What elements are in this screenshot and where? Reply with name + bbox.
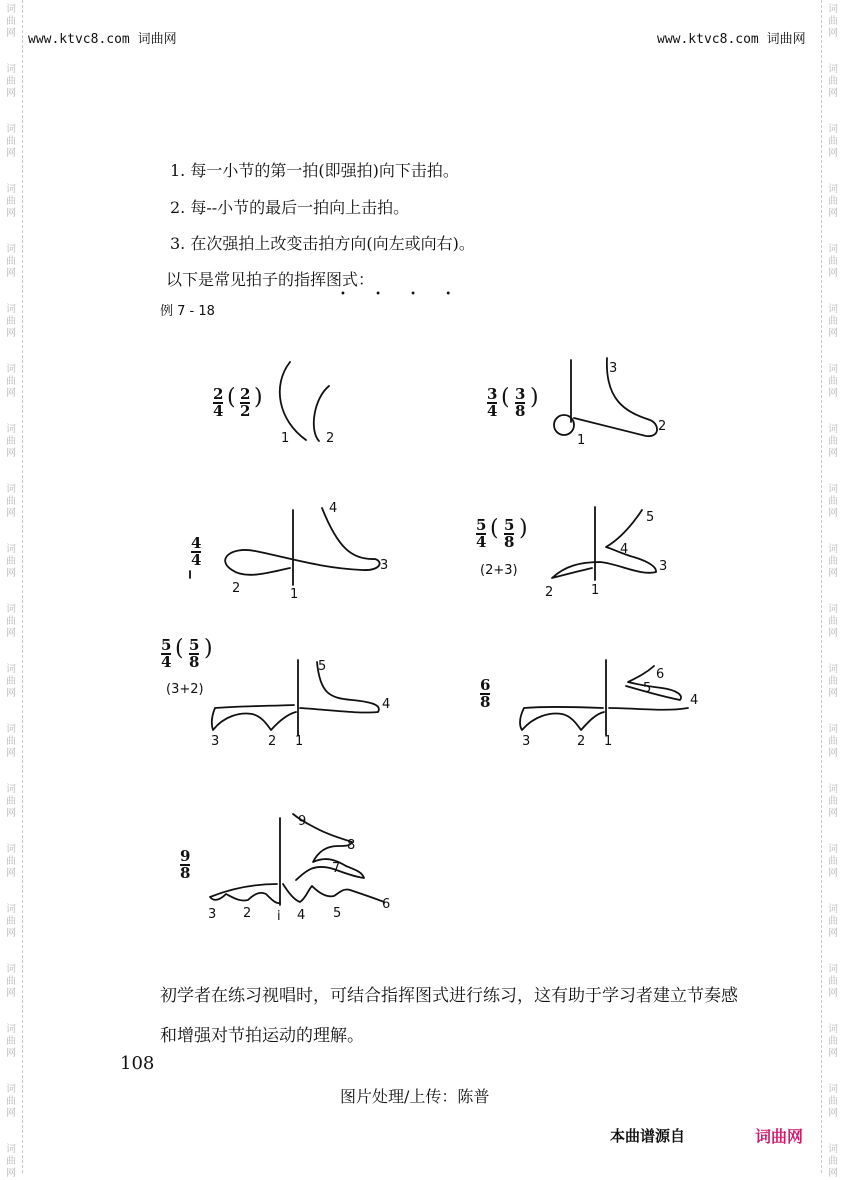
beat-label: 4 bbox=[297, 908, 306, 923]
beat-label: 2 bbox=[577, 734, 586, 749]
paren-close: ) bbox=[254, 385, 263, 410]
beat-label: 8 bbox=[347, 838, 356, 853]
watermark-glyphs: 词 曲 网 bbox=[828, 724, 838, 759]
time-sig-3-8: $\frac{3}{8}$ bbox=[515, 385, 526, 420]
watermark-glyphs: 词 曲 网 bbox=[6, 664, 16, 699]
watermark-glyphs: 词 曲 网 bbox=[828, 124, 838, 159]
beat-label: 1 bbox=[295, 734, 304, 749]
beat-label: 1 bbox=[290, 587, 299, 602]
paren-close: ) bbox=[204, 636, 213, 661]
beat-label: 3 bbox=[380, 558, 389, 573]
beat-label: 1 bbox=[577, 433, 586, 448]
intro-text: 以下是常见拍子的指挥图式： bbox=[166, 270, 375, 289]
watermark-glyphs: 词 曲 网 bbox=[6, 544, 16, 579]
time-sig-6-8: $\frac{6}{8}$ bbox=[480, 676, 491, 711]
watermark-glyphs: 词 曲 网 bbox=[6, 64, 16, 99]
beat-label: 6 bbox=[382, 897, 391, 912]
watermark-glyphs: 词 曲 网 bbox=[6, 244, 16, 279]
watermark-glyphs: 词 曲 网 bbox=[6, 484, 16, 519]
rule-3: 3. 在次强拍上改变击拍方向(向左或向右)。 bbox=[170, 234, 475, 253]
watermark-glyphs: 词 曲 网 bbox=[6, 724, 16, 759]
paren-close: ) bbox=[530, 385, 539, 410]
watermark-glyphs: 词 曲 网 bbox=[828, 604, 838, 639]
beat-label: 4 bbox=[382, 697, 391, 712]
page-number: 108 bbox=[120, 1053, 155, 1074]
time-sig-3-4: $\frac{3}{4}$ bbox=[487, 385, 498, 420]
watermark-glyphs: 词 曲 网 bbox=[828, 664, 838, 699]
time-sig-9-8: $\frac{9}{8}$ bbox=[180, 847, 191, 882]
watermark-glyphs: 词 曲 网 bbox=[828, 184, 838, 219]
watermark-glyphs: 词 曲 网 bbox=[6, 124, 16, 159]
beat-label: 5 bbox=[333, 906, 342, 921]
watermark-glyphs: 词 曲 网 bbox=[6, 304, 16, 339]
beat-label: 2 bbox=[326, 431, 335, 446]
beat-label: 5 bbox=[646, 510, 655, 525]
watermark-glyphs: 词 曲 网 bbox=[828, 1144, 838, 1179]
beat-label: 3 bbox=[211, 734, 220, 749]
paren-open: ( bbox=[501, 385, 510, 410]
beat-label: 5 bbox=[643, 681, 652, 696]
pattern-6-8 bbox=[520, 660, 698, 749]
beat-label: 1 bbox=[281, 431, 290, 446]
paren-open: ( bbox=[175, 636, 184, 661]
pattern-5-4-2-3 bbox=[545, 507, 667, 600]
pattern-9-8 bbox=[208, 814, 390, 924]
emphasis-dots: • • • • bbox=[340, 289, 465, 300]
beat-label: 1 bbox=[604, 734, 613, 749]
time-sig-5-8-a: $\frac{5}{8}$ bbox=[504, 516, 515, 551]
beat-label: 2 bbox=[268, 734, 277, 749]
time-sig-5-4-b: $\frac{5}{4}$ bbox=[161, 636, 172, 671]
watermark-glyphs: 词 曲 网 bbox=[828, 304, 838, 339]
beat-label: 3 bbox=[522, 734, 531, 749]
time-sig-4-4: $\frac{4}{4}$ bbox=[191, 534, 202, 569]
watermark-glyphs: 词 曲 网 bbox=[6, 784, 16, 819]
beat-label: i bbox=[277, 909, 281, 924]
beat-label: 3 bbox=[208, 907, 217, 922]
watermark-glyphs: 词 曲 网 bbox=[828, 64, 838, 99]
beat-label: 4 bbox=[620, 542, 629, 557]
beat-label: 2 bbox=[658, 419, 667, 434]
watermark-glyphs: 词 曲 网 bbox=[828, 1024, 838, 1059]
watermark-glyphs: 词 曲 网 bbox=[828, 964, 838, 999]
time-sig-5-8-b: $\frac{5}{8}$ bbox=[189, 636, 200, 671]
watermark-glyphs: 词 曲 网 bbox=[828, 4, 838, 39]
closing-paragraph: 初学者在练习视唱时，可结合指挥图式进行练习，这有助于学习者建立节奏感和增强对节拍运动的理解。 bbox=[160, 986, 738, 1046]
watermark-glyphs: 词 曲 网 bbox=[828, 484, 838, 519]
grouping-3-2: (3+2) bbox=[166, 682, 204, 697]
time-sig-5-4-a: $\frac{5}{4}$ bbox=[476, 516, 487, 551]
beat-label: 9 bbox=[298, 814, 307, 829]
watermark-glyphs: 词 曲 网 bbox=[6, 964, 16, 999]
beat-label: 6 bbox=[656, 667, 665, 682]
source-label: 本曲谱源自 bbox=[610, 1127, 686, 1145]
beat-label: 2 bbox=[232, 581, 241, 596]
pattern-3-4 bbox=[554, 358, 666, 448]
watermark-glyphs: 词 曲 网 bbox=[6, 604, 16, 639]
watermark-glyphs: 词 曲 网 bbox=[828, 424, 838, 459]
grouping-2-3: (2+3) bbox=[480, 563, 518, 578]
beat-label: 7 bbox=[332, 861, 341, 876]
time-sig-2-4: $\frac{2}{4}$ bbox=[213, 385, 224, 420]
watermark-glyphs: 词 曲 网 bbox=[828, 784, 838, 819]
watermark-glyphs: 词 曲 网 bbox=[6, 844, 16, 879]
watermark-glyphs: 词 曲 网 bbox=[6, 1144, 16, 1179]
beat-label: 1 bbox=[591, 583, 600, 598]
beat-label: 3 bbox=[659, 559, 668, 574]
watermark-glyphs: 词 曲 网 bbox=[6, 184, 16, 219]
paren-open: ( bbox=[490, 516, 499, 541]
watermark-glyphs: 词 曲 网 bbox=[6, 364, 16, 399]
watermark-glyphs: 词 曲 网 bbox=[828, 244, 838, 279]
rule-1: 1. 每一小节的第一拍(即强拍)向下击拍。 bbox=[170, 161, 459, 180]
watermark-glyphs: 词 曲 网 bbox=[6, 1084, 16, 1119]
beat-label: 3 bbox=[609, 361, 618, 376]
watermark-glyphs: 词 曲 网 bbox=[828, 844, 838, 879]
watermark-glyphs: 词 曲 网 bbox=[828, 544, 838, 579]
watermark-glyphs: 词 曲 网 bbox=[6, 4, 16, 39]
watermark-glyphs: 词 曲 网 bbox=[828, 1084, 838, 1119]
rule-2: 2. 每--小节的最后一拍向上击拍。 bbox=[170, 198, 410, 217]
header-url-left[interactable]: www.ktvc8.com 词曲网 bbox=[28, 32, 177, 47]
credit-line: 图片处理/上传：陈普 bbox=[340, 1087, 490, 1106]
pattern-2-4 bbox=[280, 362, 335, 446]
example-label: 例 7 - 18 bbox=[160, 304, 215, 319]
pattern-5-4-3-2 bbox=[211, 659, 390, 749]
paren-close: ) bbox=[519, 516, 528, 541]
watermark-glyphs: 词 曲 网 bbox=[828, 364, 838, 399]
watermark-glyphs: 词 曲 网 bbox=[828, 904, 838, 939]
beat-label: 4 bbox=[690, 693, 699, 708]
watermark-glyphs: 词 曲 网 bbox=[6, 1024, 16, 1059]
beat-label: 2 bbox=[243, 906, 252, 921]
beat-label: 2 bbox=[545, 585, 554, 600]
pattern-4-4 bbox=[225, 501, 388, 602]
header-url-right[interactable]: www.ktvc8.com 词曲网 bbox=[657, 32, 806, 47]
watermark-glyphs: 词 曲 网 bbox=[6, 424, 16, 459]
time-sig-2-2: $\frac{2}{2}$ bbox=[240, 385, 251, 420]
beat-label: 5 bbox=[318, 659, 327, 674]
paren-open: ( bbox=[227, 385, 236, 410]
brand-link[interactable]: 词曲网 bbox=[755, 1127, 804, 1146]
watermark-glyphs: 词 曲 网 bbox=[6, 904, 16, 939]
beat-label: 4 bbox=[329, 501, 338, 516]
